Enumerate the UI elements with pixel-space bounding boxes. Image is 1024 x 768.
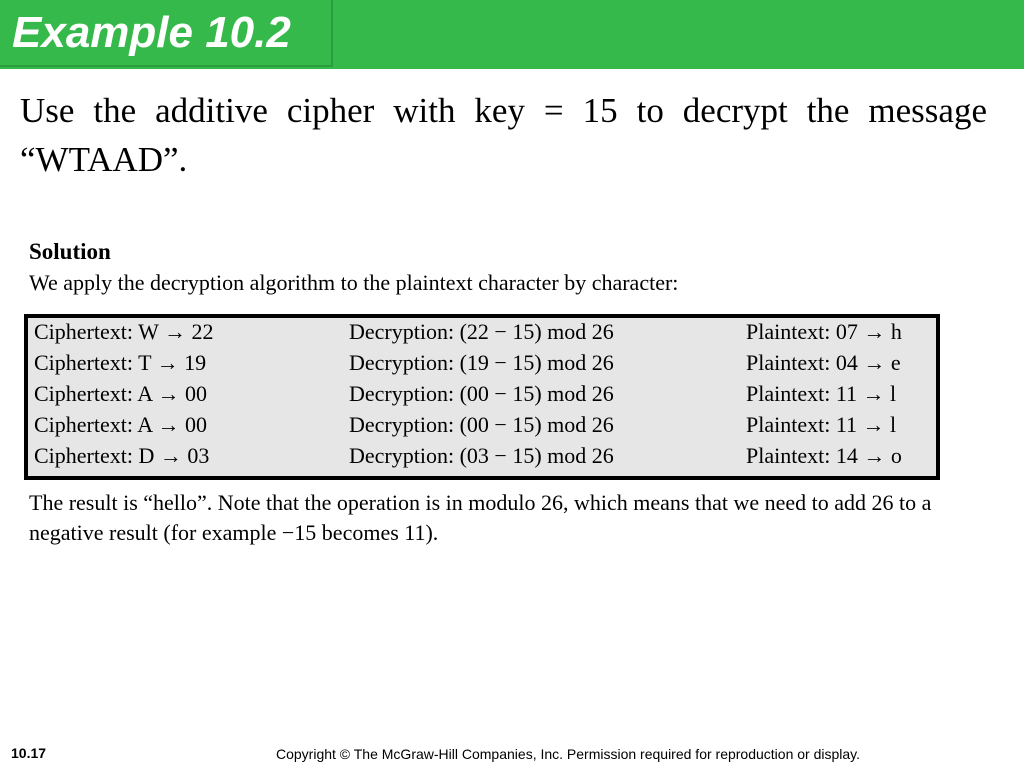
- ciphertext-cell: Ciphertext: W → 22: [34, 319, 214, 344]
- result-explanation: The result is “hello”. Note that the operation is in modulo 26, which means that we need to add 26 to a negative result (for example −15 becomes 11).: [29, 490, 932, 545]
- title-box: [0, 0, 333, 67]
- solution-heading: Solution: [29, 239, 111, 264]
- decryption-cell: Decryption: (22 − 15) mod 26: [349, 319, 614, 344]
- slide-title: Example 10.2: [12, 8, 291, 57]
- plaintext-cell: Plaintext: 11 → l: [746, 412, 897, 437]
- ciphertext-cell: Ciphertext: A → 00: [34, 381, 207, 406]
- table-row: [28, 378, 936, 409]
- ciphertext-cell: Ciphertext: A → 00: [34, 412, 207, 437]
- decryption-cell: Decryption: (00 − 15) mod 26: [349, 412, 614, 437]
- plaintext-cell: Plaintext: 04 → e: [746, 350, 901, 375]
- problem-statement: Use the additive cipher with key = 15 to decrypt the message “WTAAD”.: [20, 91, 987, 179]
- plaintext-cell: Plaintext: 07 → h: [746, 319, 902, 344]
- ciphertext-cell: Ciphertext: D → 03: [34, 443, 210, 468]
- table-row: [28, 347, 936, 378]
- decryption-table: [24, 314, 940, 480]
- plaintext-cell: Plaintext: 14 → o: [746, 443, 902, 468]
- ciphertext-cell: Ciphertext: T → 19: [34, 350, 207, 375]
- copyright-notice: Copyright © The McGraw-Hill Companies, Inc. Permission required for reproduction or display.: [276, 746, 861, 762]
- plaintext-cell: Plaintext: 11 → l: [746, 381, 897, 406]
- table-row: [28, 409, 936, 440]
- slide-number: 10.17: [11, 745, 47, 761]
- decryption-cell: Decryption: (00 − 15) mod 26: [349, 381, 614, 406]
- decryption-cell: Decryption: (03 − 15) mod 26: [349, 443, 614, 468]
- title-bar: [0, 0, 1024, 69]
- table-row: [28, 440, 936, 471]
- decryption-cell: Decryption: (19 − 15) mod 26: [349, 350, 614, 375]
- solution-intro: We apply the decryption algorithm to the plaintext character by character:: [29, 270, 679, 295]
- table-row: [28, 316, 936, 347]
